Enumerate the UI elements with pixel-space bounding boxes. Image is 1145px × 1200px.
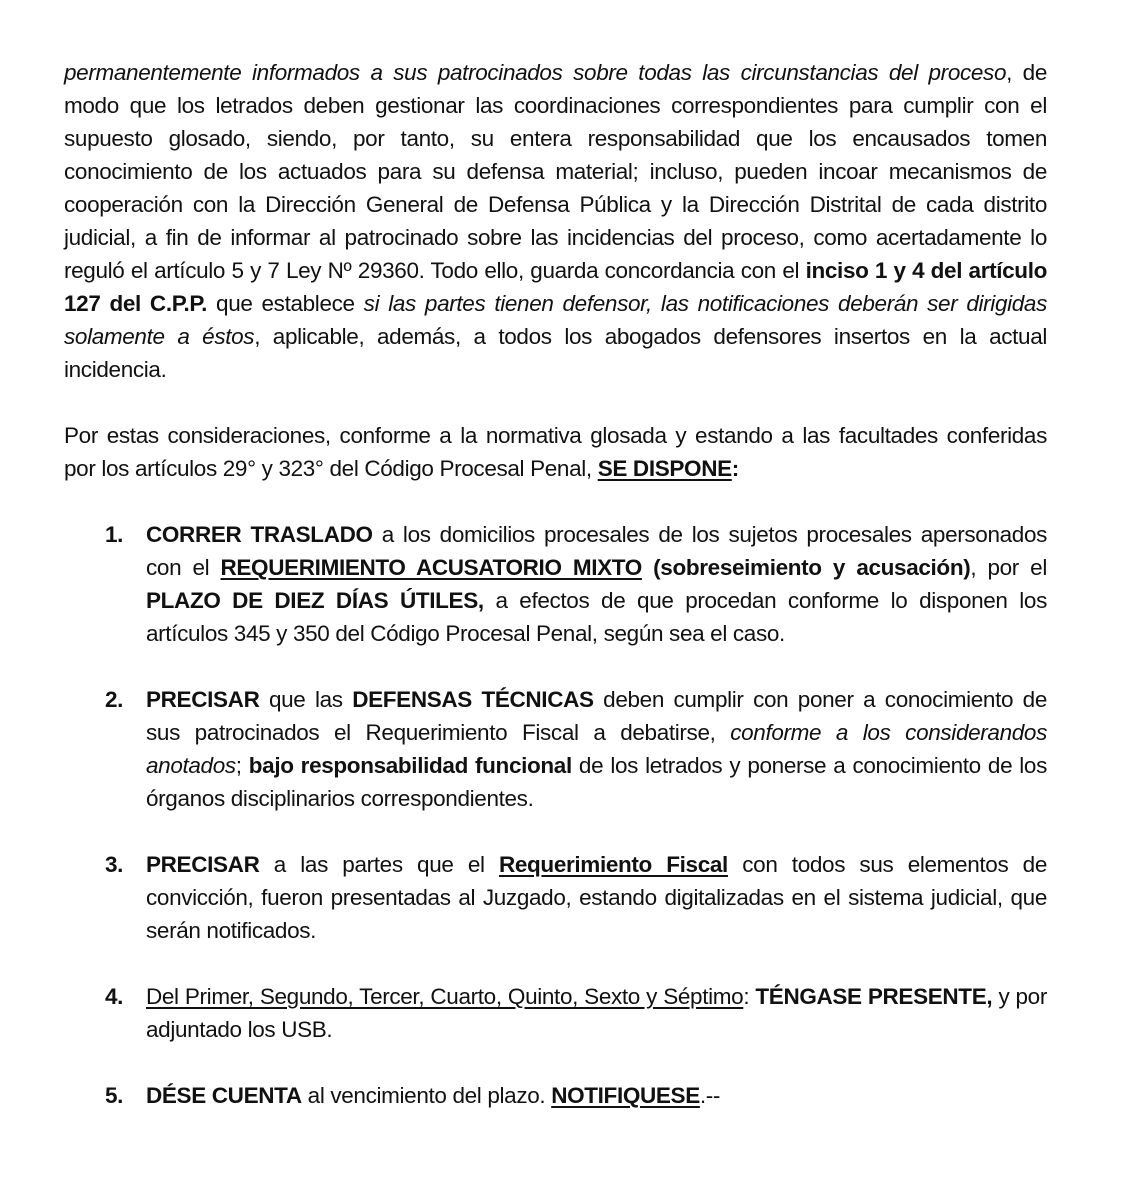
list-item bbox=[64, 1079, 1047, 1112]
item2-bold1: PRECISAR bbox=[146, 687, 260, 712]
list-item bbox=[64, 848, 1047, 947]
item2-bold2: DEFENSAS TÉCNICAS bbox=[352, 687, 594, 712]
item5-t2: .-- bbox=[699, 1083, 721, 1108]
paragraph-defense-notification bbox=[64, 56, 1047, 386]
item-number: 4. bbox=[105, 984, 124, 1009]
item5-underline-bold: NOTIFIQUESE bbox=[551, 1083, 700, 1108]
item1-t2: , por el bbox=[970, 555, 1047, 580]
item2-t4: de los letrados y ponerse a conocimiento de los órganos disciplinarios correspondientes. bbox=[146, 753, 1048, 811]
item5-t1: al vencimiento del plazo. bbox=[301, 1083, 552, 1108]
se-dispone-colon: : bbox=[731, 456, 739, 481]
se-dispone: SE DISPONE bbox=[597, 456, 732, 481]
item3-t1: a las partes que el bbox=[259, 852, 499, 877]
item4-bold1: TÉNGASE PRESENTE, bbox=[755, 984, 993, 1009]
list-item bbox=[64, 980, 1047, 1046]
paragraph1-text-c: , aplicable, además, a todos los abogados defensores insertos en la actual incidencia. bbox=[64, 324, 1048, 382]
item2-t2: deben cumplir con poner a conocimiento de sus patrocinados el Requerimiento Fiscal a debatirse, bbox=[146, 687, 1048, 745]
item1-bold3: PLAZO DE DIEZ DÍAS ÚTILES, bbox=[146, 588, 484, 613]
resolution-list bbox=[64, 518, 1047, 1112]
item-number: 3. bbox=[105, 852, 124, 877]
item2-t3: ; bbox=[235, 753, 249, 778]
paragraph2-text: Por estas consideraciones, conforme a la normativa glosada y estando a las facultades conferidas por los artículos 29° y 323° del Código Procesal Penal, bbox=[64, 423, 1047, 481]
list-item bbox=[64, 518, 1047, 650]
item2-t1: que las bbox=[259, 687, 353, 712]
item1-bold1: CORRER TRASLADO bbox=[146, 522, 373, 547]
item3-t2: con todos sus elementos de convicción, fueron presentadas al Juzgado, estando digitalizadas en el sistema judicial, que serán notificados. bbox=[146, 852, 1047, 943]
list-item bbox=[64, 683, 1047, 815]
italic-quote: si las partes tienen defensor, las notificaciones deberán ser dirigidas solamente a éstos bbox=[64, 291, 1047, 349]
paragraph1-text-b: que establece bbox=[207, 291, 364, 316]
document-page bbox=[64, 56, 1047, 1145]
item4-underline: Del Primer, Segundo, Tercer, Cuarto, Quinto, Sexto y Séptimo bbox=[146, 984, 744, 1009]
italic-intro: permanentemente informados a sus patrocinados sobre todas las circunstancias del proceso bbox=[64, 60, 1007, 85]
item5-bold1: DÉSE CUENTA bbox=[146, 1083, 302, 1108]
item4-t1: : bbox=[743, 984, 756, 1009]
item3-underline-bold: Requerimiento Fiscal bbox=[498, 852, 728, 877]
item4-t2: y por adjuntado los USB. bbox=[146, 984, 1047, 1042]
item1-bold2: (sobreseimiento y acusación) bbox=[641, 555, 971, 580]
item-number: 2. bbox=[105, 687, 124, 712]
legal-reference: inciso 1 y 4 del artículo 127 del C.P.P. bbox=[64, 258, 1047, 316]
item1-underline-bold: REQUERIMIENTO ACUSATORIO MIXTO bbox=[220, 555, 642, 580]
paragraph1-text-a: , de modo que los letrados deben gestionar las coordinaciones correspondientes para cumplir con el supuesto glosado, siendo, por tanto, su entera responsabilidad que los encausados tomen conocimiento de los actuados para su defensa material; incluso, pueden incoar mecanismos de cooperación con la Dirección General de Defensa Pública y la Dirección Distrital de cada distrito judicial, a fin de informar al patrocinado sobre las incidencias del proceso, como acertadamente lo reguló el artículo 5 y 7 Ley Nº 29360. Todo ello, guarda concordancia con el bbox=[64, 60, 1047, 283]
item1-t3: a efectos de que procedan conforme lo disponen los artículos 345 y 350 del Código Procesal Penal, según sea el caso. bbox=[146, 588, 1047, 646]
item-number: 1. bbox=[105, 522, 124, 547]
item1-t1: a los domicilios procesales de los sujetos procesales apersonados con el bbox=[146, 522, 1048, 580]
item2-bold3: bajo responsabilidad funcional bbox=[248, 753, 572, 778]
item-number: 5. bbox=[105, 1083, 124, 1108]
paragraph-considerations bbox=[64, 419, 1047, 485]
item3-bold1: PRECISAR bbox=[146, 852, 260, 877]
item2-italic: conforme a los considerandos anotados bbox=[146, 720, 1047, 778]
